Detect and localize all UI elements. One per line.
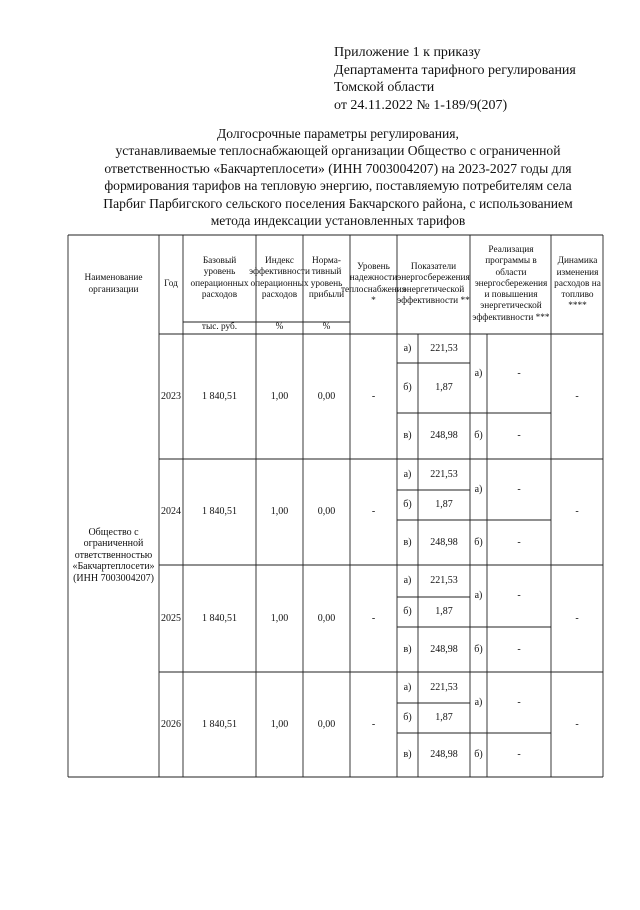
appendix-block (334, 44, 624, 114)
header-energy-indicators: Показатели энергосбережения энергетической эффективности ** (397, 262, 470, 306)
fuel-dynamics-cell: - (575, 390, 579, 402)
reliability-cell: - (371, 390, 376, 402)
base-opex-cell: 1 840,51 (202, 718, 237, 730)
title-line: формирования тарифов на тепловую энергию, поставляемую потребителям села (104, 178, 572, 194)
program-value: - (517, 430, 521, 442)
appendix-line: Томской области (334, 80, 435, 95)
header-efficiency-index: Индекс эффективности операционных расходов (249, 256, 310, 300)
energy-label: в) (403, 749, 412, 761)
energy-value: 248,98 (430, 430, 458, 442)
header-efficiency-program: Реализация программы в области энергосбережения и повышения энергетической эффективности *** (472, 245, 550, 323)
efficiency-index-cell: 1,00 (270, 612, 289, 624)
title-line: устанавливаемые теплоснабжающей организации Общество с ограниченной (115, 143, 561, 159)
title-line: ответственностью «Бакчартеплосети» (ИНН 7003004207) на 2023-2027 годы для (104, 160, 572, 176)
year-cell: 2024 (161, 506, 181, 518)
energy-label: а) (403, 342, 412, 354)
program-value: - (517, 536, 521, 548)
energy-value: 1,87 (435, 499, 453, 511)
program-value: - (517, 643, 521, 655)
energy-label: в) (403, 430, 412, 442)
program-value: - (517, 749, 521, 761)
program-label: а) (474, 367, 483, 379)
efficiency-index-cell: 1,00 (270, 506, 289, 518)
organization-name: Общество с ограниченной ответственностью «Бакчартеплосети» (ИНН 7003004207) (72, 526, 155, 584)
program-label: б) (474, 536, 483, 548)
fuel-dynamics-cell: - (575, 506, 579, 518)
energy-value: 248,98 (430, 536, 458, 548)
energy-label: б) (403, 712, 412, 724)
reliability-cell: - (371, 612, 376, 624)
efficiency-index-cell: 1,00 (270, 390, 289, 402)
appendix-line: от 24.11.2022 № 1-189/9(207) (334, 97, 508, 113)
energy-label: б) (403, 499, 412, 511)
year-cell: 2026 (161, 718, 181, 730)
title-line: метода индексации установленных тарифов (210, 213, 466, 229)
energy-value: 221,53 (430, 342, 458, 354)
unit-norm: % (322, 322, 331, 333)
appendix-line: Департамента тарифного регулирования (334, 62, 576, 78)
header-reliability: Уровень надежности теплоснабжения * (340, 262, 407, 306)
program-value: - (517, 696, 521, 708)
header-base-opex: Базовый уровень операционных расходов (190, 256, 249, 300)
program-value: - (517, 590, 521, 602)
program-label: б) (474, 643, 483, 655)
energy-label: а) (403, 468, 412, 480)
energy-label: в) (403, 536, 412, 548)
base-opex-cell: 1 840,51 (202, 506, 237, 518)
header-organization: Наименование организации (84, 273, 143, 295)
energy-label: б) (403, 382, 412, 394)
energy-label: а) (403, 681, 412, 693)
unit-base: тыс. руб. (201, 322, 238, 333)
profit-level-cell: 0,00 (317, 718, 336, 730)
program-value: - (517, 367, 521, 379)
energy-value: 221,53 (430, 468, 458, 480)
profit-level-cell: 0,00 (317, 390, 336, 402)
energy-value: 248,98 (430, 749, 458, 761)
year-cell: 2023 (161, 390, 181, 402)
energy-value: 221,53 (430, 681, 458, 693)
base-opex-cell: 1 840,51 (202, 612, 237, 624)
program-label: б) (474, 430, 483, 442)
header-fuel-dynamics: Динамика изменения расходов на топливо **** (554, 256, 601, 312)
unit-index: % (275, 322, 284, 333)
program-label: а) (474, 483, 483, 495)
program-label: б) (474, 749, 483, 761)
efficiency-index-cell: 1,00 (270, 718, 289, 730)
profit-level-cell: 0,00 (317, 506, 336, 518)
program-label: а) (474, 590, 483, 602)
title-line: Долгосрочные параметры регулирования, (217, 126, 459, 141)
program-label: а) (474, 696, 483, 708)
fuel-dynamics-cell: - (575, 612, 579, 624)
appendix-line: Приложение 1 к приказу (334, 45, 481, 60)
year-cell: 2025 (161, 612, 181, 624)
base-opex-cell: 1 840,51 (202, 390, 237, 402)
energy-value: 1,87 (435, 382, 453, 394)
energy-value: 248,98 (430, 643, 458, 655)
program-value: - (517, 483, 521, 495)
header-year: Год (164, 278, 178, 289)
fuel-dynamics-cell: - (575, 718, 579, 730)
energy-label: в) (403, 643, 412, 655)
energy-label: б) (403, 606, 412, 618)
energy-value: 1,87 (435, 606, 453, 618)
title-line: Парбиг Парбигского сельского поселения Бакчарского района, с использованием (103, 195, 573, 211)
energy-label: а) (403, 575, 412, 587)
document-title (70, 125, 606, 229)
energy-value: 1,87 (435, 712, 453, 724)
reliability-cell: - (371, 506, 376, 518)
profit-level-cell: 0,00 (317, 612, 336, 624)
header-profit-level: Норма-тивный уровень прибыли (308, 256, 345, 300)
energy-value: 221,53 (430, 575, 458, 587)
reliability-cell: - (371, 718, 376, 730)
